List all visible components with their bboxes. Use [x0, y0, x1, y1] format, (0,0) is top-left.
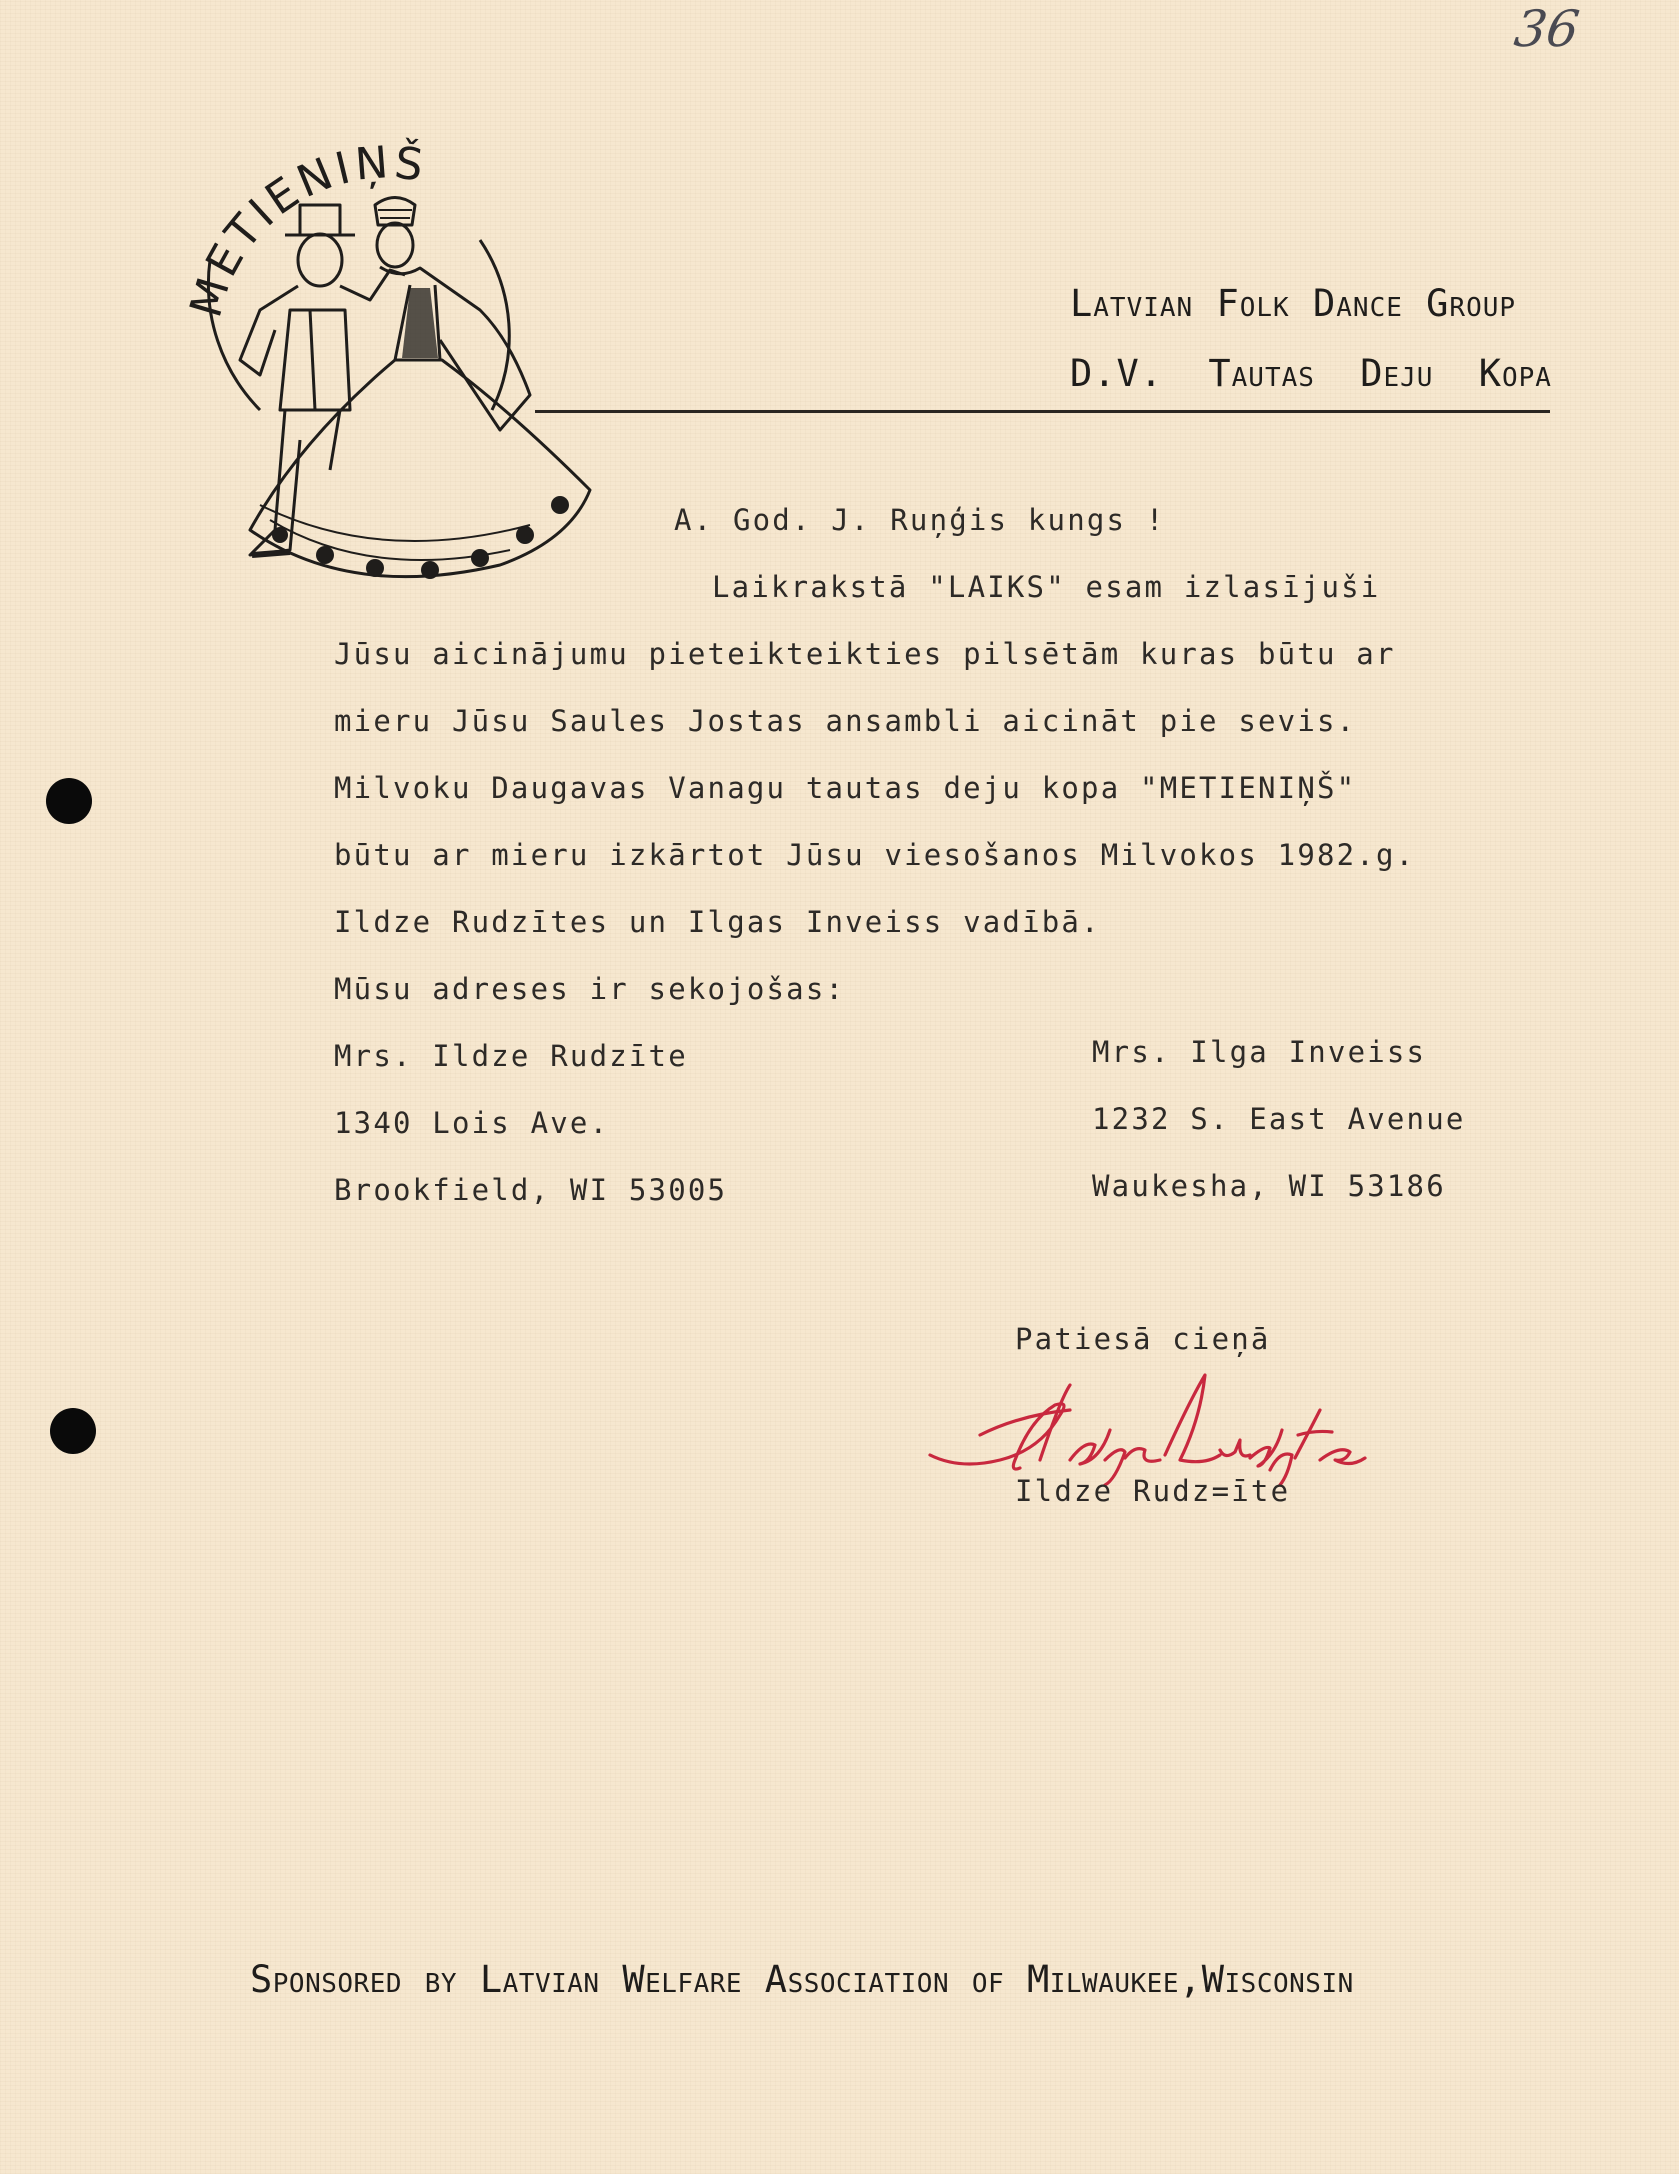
address-city: Brookfield, WI 53005 [334, 1173, 728, 1207]
body-line-5: būtu ar mieru izkārtot Jūsu viesošanos Milvokos 1982.g. [334, 838, 1416, 872]
address-name: Mrs. Ildze Rudzīte [334, 1039, 688, 1073]
body-line-4: Milvoku Daugavas Vanagu tautas deju kopa "METIENIŅŠ" [334, 771, 1357, 805]
letterhead-english: Latvian Folk Dance Group [1070, 282, 1517, 325]
salutation: A. God. J. Ruņģis kungs ! [674, 503, 1166, 537]
punch-hole-top [46, 778, 92, 824]
address-city: Waukesha, WI 53186 [1092, 1169, 1446, 1203]
sponsor-footer: Sponsored by Latvian Welfare Association of Milwaukee,Wisconsin [250, 1958, 1354, 2001]
typed-name: Ildze Rudz=īte [1015, 1474, 1291, 1508]
address-street: 1340 Lois Ave. [334, 1106, 610, 1140]
punch-hole-bottom [50, 1408, 96, 1454]
letterhead-latvian: D.V. Tautas Deju Kopa [1070, 352, 1552, 395]
page-number: 36 [1510, 0, 1583, 58]
letterhead-rule [535, 410, 1550, 413]
body-line-2: Jūsu aicinājumu pieteikteikties pilsētām kuras būtu ar [334, 637, 1396, 671]
address-street: 1232 S. East Avenue [1092, 1102, 1466, 1136]
body-line-3: mieru Jūsu Saules Jostas ansambli aicināt pie sevis. [334, 704, 1357, 738]
address-name: Mrs. Ilga Inveiss [1092, 1035, 1427, 1069]
logo-dancers-emblem [180, 110, 600, 610]
closing: Patiesā cieņā [1015, 1322, 1271, 1356]
logo-group-name: METIENIŅŠ [180, 136, 430, 323]
svg-text:METIENIŅŠ [180, 135, 430, 322]
body-line-1: Laikrakstā "LAIKS" esam izlasījuši [712, 570, 1381, 604]
body-line-6: Ildze Rudzītes un Ilgas Inveiss vadībā. [334, 905, 1101, 939]
handwritten-signature [920, 1360, 1380, 1490]
body-line-7: Mūsu adreses ir sekojošas: [334, 972, 846, 1006]
